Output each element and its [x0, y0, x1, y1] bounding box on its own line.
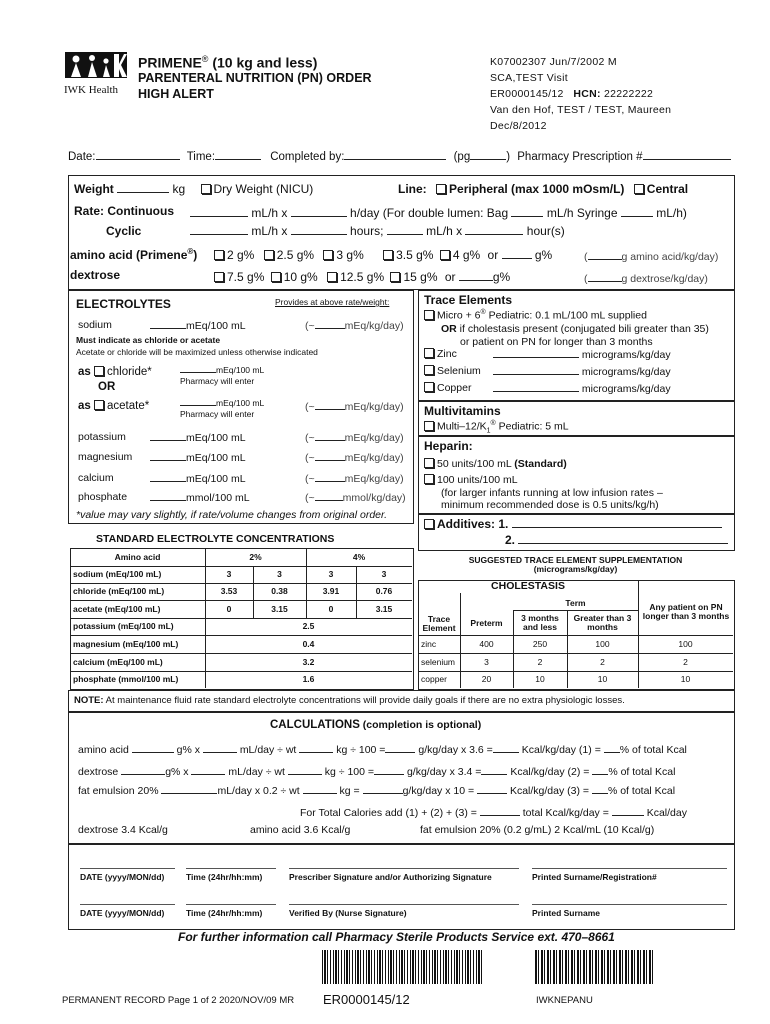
cyclic-fields: mL/h x hours; mL/h x hour(s) [190, 224, 565, 238]
std-row-label: magnesium (mEq/100 mL) [73, 638, 179, 649]
potassium-kg: (~ mEq/kg/day) [305, 432, 404, 444]
phosphate-kg: (~ mmol/kg/day) [305, 492, 406, 504]
copper-checkbox[interactable] [424, 382, 434, 392]
calcium-field: mEq/100 mL [150, 472, 246, 485]
chloride-field: mEq/100 mL [180, 363, 264, 375]
weight-row: Weight kg Dry Weight (NICU) [74, 182, 314, 196]
date-line: Date: Time: Completed by: (pg ) Pharmacy Prescription # [68, 150, 731, 163]
std-cell: 3.15 [271, 603, 288, 614]
sugg-preterm: Preterm [470, 618, 503, 629]
dex-7-5-checkbox[interactable] [214, 272, 224, 282]
std-cell: 3 [277, 569, 282, 580]
sodium-row: sodium [78, 319, 112, 331]
amino-row: amino acid (Primene®) [70, 247, 198, 262]
barcode-left-icon [322, 950, 482, 984]
copper-field: micrograms/kg/day [493, 382, 671, 395]
acetate-checkbox[interactable] [94, 400, 104, 410]
calc-factor-amino: amino acid 3.6 Kcal/g [250, 824, 351, 836]
sig-date-1: DATE (yyyy/MON/dd) [80, 872, 165, 882]
sugg-term3less: 3 months and less [521, 613, 559, 632]
magnesium-row: magnesium [78, 451, 133, 463]
sugg-row-label: selenium [421, 656, 456, 667]
sig-time-1: Time (24hr/hh:mm) [186, 872, 263, 882]
micro-row: Micro + 6® Pediatric: 0.1 mL/100 mL supplied [424, 309, 647, 322]
multivit-title: Multivitamins [424, 404, 501, 418]
peripheral-checkbox[interactable] [436, 184, 446, 194]
calc-row-dextrose: dextrose g% x mL/day ÷ wt kg ÷ 100 = g/kg/day x 3.4 = Kcal/kg/day (2) = % of total Kcal [78, 766, 676, 778]
must-indicate: Must indicate as chloride or acetate [76, 335, 221, 345]
provides-label: Provides at above rate/weight: [275, 297, 390, 307]
amino-3-5-checkbox[interactable] [383, 250, 393, 260]
magnesium-kg: (~ mEq/kg/day) [305, 452, 404, 464]
sugg-cell: 100 [678, 638, 693, 649]
form-title: PRIMENE® (10 kg and less) [138, 54, 318, 71]
std-cell: 2.5 [302, 621, 315, 632]
sugg-cell: 2 [537, 656, 543, 667]
selenium-field: micrograms/kg/day [493, 365, 671, 378]
sugg-cholestasis: CHOLESTASIS [491, 580, 565, 593]
amino-2-checkbox[interactable] [214, 250, 224, 260]
sugg-cell: 3 [484, 656, 489, 667]
sig-prescriber: Prescriber Signature and/or Authorizing Signature [289, 872, 492, 882]
sig-time-2: Time (24hr/hh:mm) [186, 908, 263, 918]
sugg-term: Term [565, 597, 586, 608]
amino-paren: ( g amino acid/kg/day) [584, 251, 719, 263]
sugg-cell: 250 [532, 638, 548, 649]
calcium-kg: (~ mEq/kg/day) [305, 473, 404, 485]
dex-12-5-checkbox[interactable] [327, 272, 337, 282]
barcode-right-icon [535, 950, 655, 984]
footer-er: ER0000145/12 [323, 992, 410, 1007]
or-label: OR [98, 381, 116, 393]
cyclic-label: Cyclic [106, 224, 142, 238]
acetate-field: mEq/100 mL [180, 396, 264, 408]
copper-row: Copper [424, 382, 471, 394]
dextrose-paren: ( g dextrose/kg/day) [584, 273, 708, 285]
calc-title: CALCULATIONS (completion is optional) [270, 719, 482, 731]
std-table-title: STANDARD ELECTROLYTE CONCENTRATIONS [96, 533, 335, 545]
sugg-title: SUGGESTED TRACE ELEMENT SUPPLEMENTATION (micrograms/kg/day) [468, 555, 683, 574]
std-h-amino: Amino acid [114, 551, 161, 562]
sugg-cell: 20 [481, 674, 492, 685]
chloride-pharm: Pharmacy will enter [180, 376, 255, 386]
dextrose-options: 7.5 g% 10 g% 12.5 g% 15 g% or g% [214, 270, 510, 284]
chloride-checkbox[interactable] [94, 366, 104, 376]
selenium-checkbox[interactable] [424, 365, 434, 375]
sugg-cell: 100 [595, 638, 610, 649]
chloride-row: as chloride* [78, 366, 152, 378]
electrolytes-title: ELECTROLYTES [76, 297, 171, 311]
heparin-title: Heparin: [424, 439, 473, 453]
std-cell: 3 [226, 569, 232, 580]
std-row-label: phosphate (mmol/100 mL) [73, 674, 179, 685]
trace-title: Trace Elements [424, 293, 513, 307]
footer-perm: PERMANENT RECORD Page 1 of 2 2020/NOV/09 MR [62, 995, 295, 1006]
sig-surname-2: Printed Surname [532, 908, 601, 918]
sig-nurse: Verified By (Nurse Signature) [289, 908, 407, 918]
maximized-note: Acetate or chloride will be maximized unless otherwise indicated [76, 347, 318, 357]
dextrose-label: dextrose [70, 268, 121, 282]
std-row-label: chloride (mEq/100 mL) [73, 586, 165, 597]
sugg-row-label: copper [421, 674, 447, 685]
acetate-kg: (~ mEq/kg/day) [305, 401, 404, 413]
sig-surname-1: Printed Surname/Registration# [532, 872, 657, 882]
std-cell: 0.4 [302, 638, 315, 649]
std-cell: 0.76 [375, 586, 393, 597]
calc-row-fat: fat emulsion 20% mL/day x 0.2 ÷ wt kg = g/kg/day x 10 = Kcal/kg/day (3) = % of total Kcal [78, 785, 676, 797]
std-cell: 3.91 [322, 586, 340, 597]
std-cell: 3 [328, 569, 334, 580]
amino-3-checkbox[interactable] [323, 250, 333, 260]
std-cell: 0 [226, 603, 232, 614]
logo-figures-icon [64, 50, 128, 80]
std-cell: 3.15 [375, 603, 393, 614]
std-h-4: 4% [352, 551, 366, 562]
std-cell: 3.53 [220, 586, 238, 597]
calcium-row: calcium [78, 472, 114, 484]
heparin-note1: (for larger infants running at low infusion rates – [441, 487, 663, 499]
std-cell: 3 [381, 569, 387, 580]
sugg-cell: 10 [597, 674, 608, 685]
sugg-trace-el: Trace Element [422, 613, 456, 633]
rate-continuous-fields: mL/h x h/day (For double lumen: Bag mL/h Syringe mL/h) [190, 206, 687, 220]
std-h-2: 2% [249, 551, 262, 562]
std-row-label: sodium (mEq/100 mL) [73, 569, 162, 580]
sugg-cell: 2 [600, 656, 605, 667]
dry-weight-checkbox[interactable] [201, 184, 211, 194]
zinc-checkbox[interactable] [424, 348, 434, 358]
acetate-row: as acetate* [78, 400, 150, 412]
sugg-any: Any patient on PN longer than 3 months [642, 602, 730, 621]
amino-options: 2 g% 2.5 g% 3 g% 3.5 g% 4 g% or g% [214, 248, 552, 262]
dex-15-checkbox[interactable] [390, 272, 400, 282]
std-row-label: acetate (mEq/100 mL) [73, 603, 161, 614]
std-row-label: potassium (mEq/100 mL) [73, 621, 174, 632]
sugg-row-label: zinc [421, 638, 437, 649]
footer-code: IWKNEPANU [536, 995, 593, 1006]
amino-4-checkbox[interactable] [440, 250, 450, 260]
or-pn: or patient on PN for longer than 3 months [460, 336, 653, 348]
additives-checkbox[interactable] [424, 519, 434, 529]
additives-2: 2. [505, 533, 728, 547]
note-text: NOTE: At maintenance fluid rate standard electrolyte concentrations will provide daily goals if there are no extra physiologic losses. [74, 695, 625, 706]
phosphate-field: mmol/100 mL [150, 491, 250, 504]
calc-factor-fat: fat emulsion 20% (0.2 g/mL) 2 Kcal/mL (10 Kcal/g) [420, 824, 655, 836]
amino-2-5-checkbox[interactable] [264, 250, 274, 260]
std-cell: 0.38 [271, 586, 288, 597]
form-subtitle-1: PARENTERAL NUTRITION (PN) ORDER [138, 71, 372, 85]
zinc-field: micrograms/kg/day [493, 348, 671, 361]
central-checkbox[interactable] [634, 184, 644, 194]
acetate-pharm: Pharmacy will enter [180, 409, 255, 419]
footer-info: For further information call Pharmacy Sterile Products Service ext. 470–8661 [178, 930, 615, 944]
or-cholestasis: OR if cholestasis present (conjugated bili greater than 35) [441, 323, 709, 335]
selenium-row: Selenium [424, 365, 481, 377]
sugg-cell: 400 [479, 638, 494, 649]
sodium-kg: (~ mEq/kg/day) [305, 320, 404, 332]
patient-label: K07002307 Jun/7/2002 M SCA,TEST Visit ER0000145/12 HCN: 22222222 Van den Hof, TEST / TEST, Maureen Dec/8/2012 [490, 56, 672, 132]
sugg-cell: 10 [680, 674, 691, 685]
calc-total: For Total Calories add (1) + (2) + (3) = total Kcal/kg/day = Kcal/day [300, 807, 687, 819]
rate-continuous-row: Rate: Continuous [74, 204, 174, 218]
std-cell: 1.6 [302, 674, 315, 685]
std-row-label: calcium (mEq/100 mL) [73, 656, 163, 667]
heparin-opt2: 100 units/100 mL [424, 474, 518, 486]
multivit-checkbox[interactable] [424, 421, 434, 431]
calc-factor-dex: dextrose 3.4 Kcal/g [78, 824, 168, 836]
potassium-field: mEq/100 mL [150, 431, 246, 444]
zinc-row: Zinc [424, 348, 457, 360]
std-cell: 0 [328, 603, 334, 614]
heparin-note2: minimum recommended dose is 0.5 units/kg/h) [441, 499, 659, 511]
heparin-50-checkbox[interactable] [424, 458, 434, 468]
sig-date-2: DATE (yyyy/MON/dd) [80, 908, 165, 918]
dex-10-checkbox[interactable] [271, 272, 281, 282]
line-row: Line: Peripheral (max 1000 mOsm/L) Central [398, 182, 689, 196]
std-cell: 3.2 [302, 656, 315, 667]
heparin-100-checkbox[interactable] [424, 474, 434, 484]
iwk-logo [64, 50, 130, 94]
electrolyte-note: *value may vary slightly, if rate/volume changes from original order. [76, 509, 388, 521]
sugg-cell: 2 [683, 656, 688, 667]
sugg-term3more: Greater than 3 months [573, 613, 632, 632]
sugg-cell: 10 [535, 674, 545, 685]
micro6-checkbox[interactable] [424, 310, 434, 320]
sodium-field: mEq/100 mL [150, 319, 246, 332]
multivit-row: Multi–$12/K_1®$ Pediatric: 5 mL [424, 420, 569, 435]
logo-text: IWK Health [64, 84, 119, 96]
magnesium-field: mEq/100 mL [150, 451, 246, 464]
form-subtitle-2: HIGH ALERT [138, 87, 214, 101]
potassium-row: potassium [78, 431, 126, 443]
additives-1: Additives: 1. [424, 517, 722, 531]
calc-row-amino: amino acid g% x mL/day ÷ wt kg ÷ 100 = g/kg/day x 3.6 = Kcal/kg/day (1) = % of total Kcal [78, 744, 687, 756]
phosphate-row: phosphate [78, 491, 128, 503]
heparin-opt1: 50 units/100 mL (Standard) [424, 458, 567, 470]
